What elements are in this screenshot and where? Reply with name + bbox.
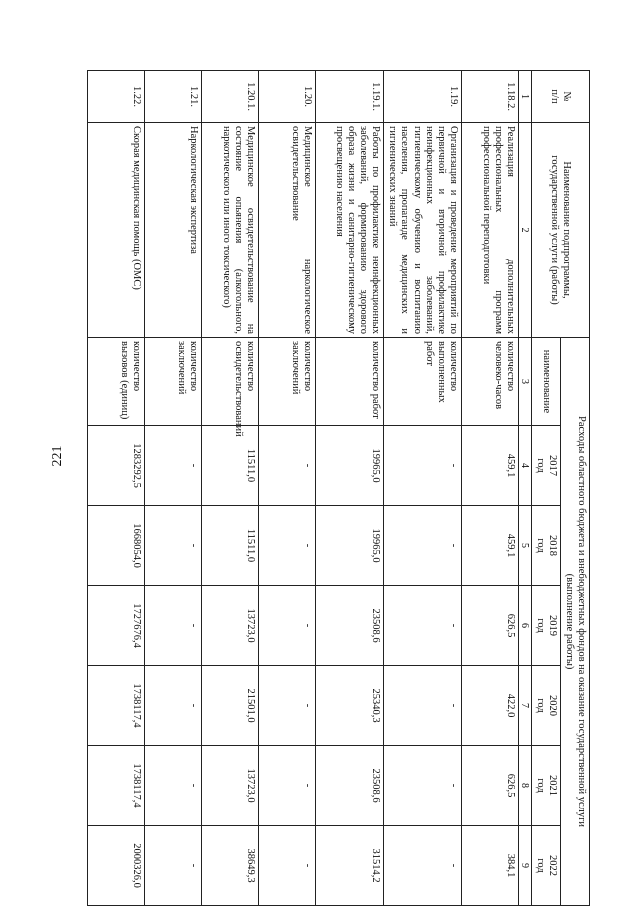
- row-value: 626,5: [461, 746, 518, 826]
- row-value: -: [259, 586, 316, 666]
- row-value: 384,1: [461, 826, 518, 906]
- row-name: Медицинское наркологическое освидетельствование: [259, 123, 316, 338]
- row-value: -: [145, 506, 202, 586]
- header-expenses: Расходы областного бюджета и внебюджетных фондов на оказание государственной услуги (выполнение работы): [560, 338, 589, 906]
- row-value: -: [384, 426, 461, 506]
- column-index: 7: [518, 666, 531, 746]
- header-year: 2020 год: [531, 666, 560, 746]
- row-value: 21501,0: [202, 666, 259, 746]
- row-value: 31514,2: [316, 826, 384, 906]
- row-number: 1.18.2.: [461, 71, 518, 123]
- row-name: Скорая медицинская помощь (ОМС): [88, 123, 145, 338]
- row-value: -: [145, 826, 202, 906]
- column-index: 5: [518, 506, 531, 586]
- row-name: Медицинское освидетельствование на состояние опьянения (алкогольного, наркотического или иного токсического): [202, 123, 259, 338]
- row-number: 1.21.: [145, 71, 202, 123]
- row-value: 1738117,4: [88, 666, 145, 746]
- row-value: -: [259, 746, 316, 826]
- column-index: 9: [518, 826, 531, 906]
- row-indicator: количество освидетельствований: [202, 338, 259, 426]
- table-row: [202, 71, 259, 906]
- row-value: -: [145, 586, 202, 666]
- header-year: 2017 год: [531, 426, 560, 506]
- table-row: [145, 71, 202, 906]
- row-indicator: количество выполненных работ: [384, 338, 461, 426]
- row-name: Работы по профилактике неинфекционных заболеваний, формированию здорового образа жизни и санитарно-гигиеническому просвещению населения: [316, 123, 384, 338]
- header-year: 2022 год: [531, 826, 560, 906]
- row-name: Реализация дополнительных профессиональных программ профессиональной переподготовки: [461, 123, 518, 338]
- row-value: -: [384, 506, 461, 586]
- row-number: 1.19.: [384, 71, 461, 123]
- row-value: 1283292,5: [88, 426, 145, 506]
- row-value: 23508,6: [316, 746, 384, 826]
- row-number: 1.20.1.: [202, 71, 259, 123]
- row-value: 25340,3: [316, 666, 384, 746]
- header-num: № п/п: [531, 71, 589, 123]
- table-row: [316, 71, 384, 906]
- header-indicator: наименование: [531, 338, 560, 426]
- row-indicator: количество работ: [316, 338, 384, 426]
- row-value: -: [259, 426, 316, 506]
- row-value: -: [145, 666, 202, 746]
- column-index: 4: [518, 426, 531, 506]
- column-index: 2: [518, 123, 531, 338]
- row-value: 11511,0: [202, 426, 259, 506]
- budget-table: [87, 70, 590, 906]
- column-index: 1: [518, 71, 531, 123]
- row-value: 459,1: [461, 506, 518, 586]
- row-value: 23508,6: [316, 586, 384, 666]
- header-year: 2021 год: [531, 746, 560, 826]
- row-number: 1.20.: [259, 71, 316, 123]
- row-value: 626,5: [461, 586, 518, 666]
- row-value: -: [259, 826, 316, 906]
- page-number: 221: [50, 445, 65, 467]
- header-year: 2018 год: [531, 506, 560, 586]
- row-indicator: количество человеко-часов: [461, 338, 518, 426]
- row-value: 1668054,0: [88, 506, 145, 586]
- row-value: -: [259, 506, 316, 586]
- row-value: 19965,0: [316, 426, 384, 506]
- row-value: 1738117,4: [88, 746, 145, 826]
- table-row: [259, 71, 316, 906]
- header-year: 2019 год: [531, 586, 560, 666]
- column-index: 3: [518, 338, 531, 426]
- rotated-table-container: [90, 70, 590, 905]
- table-row: [88, 71, 145, 906]
- row-value: 1727676,4: [88, 586, 145, 666]
- column-index: 8: [518, 746, 531, 826]
- row-name: Организация и проведение мероприятий по первичной и вторичной профилактике неинфекционных заболеваний, гигиеническому обучению и воспитанию населения, пропаганде медицинских и гигиенических знаний: [384, 123, 461, 338]
- row-value: 19965,0: [316, 506, 384, 586]
- row-indicator: количество заключений: [145, 338, 202, 426]
- row-value: 422,0: [461, 666, 518, 746]
- row-value: -: [259, 666, 316, 746]
- row-value: 11511,0: [202, 506, 259, 586]
- row-indicator: количество вызовов (единиц): [88, 338, 145, 426]
- row-indicator: количество заключений: [259, 338, 316, 426]
- table-row: [384, 71, 461, 906]
- row-value: 38649,3: [202, 826, 259, 906]
- row-number: 1.22.: [88, 71, 145, 123]
- row-value: -: [384, 666, 461, 746]
- row-name: Наркологическая экспертиза: [145, 123, 202, 338]
- row-value: -: [145, 426, 202, 506]
- row-value: 13723,0: [202, 586, 259, 666]
- row-value: 13723,0: [202, 746, 259, 826]
- row-value: -: [384, 826, 461, 906]
- column-index: 6: [518, 586, 531, 666]
- row-value: 459,1: [461, 426, 518, 506]
- row-value: -: [145, 746, 202, 826]
- row-value: -: [384, 586, 461, 666]
- header-name: Наименование подпрограммы, государственной услуги (работы): [531, 123, 589, 338]
- table-row: [461, 71, 518, 906]
- row-value: -: [384, 746, 461, 826]
- row-number: 1.19.1.: [316, 71, 384, 123]
- row-value: 2000326,0: [88, 826, 145, 906]
